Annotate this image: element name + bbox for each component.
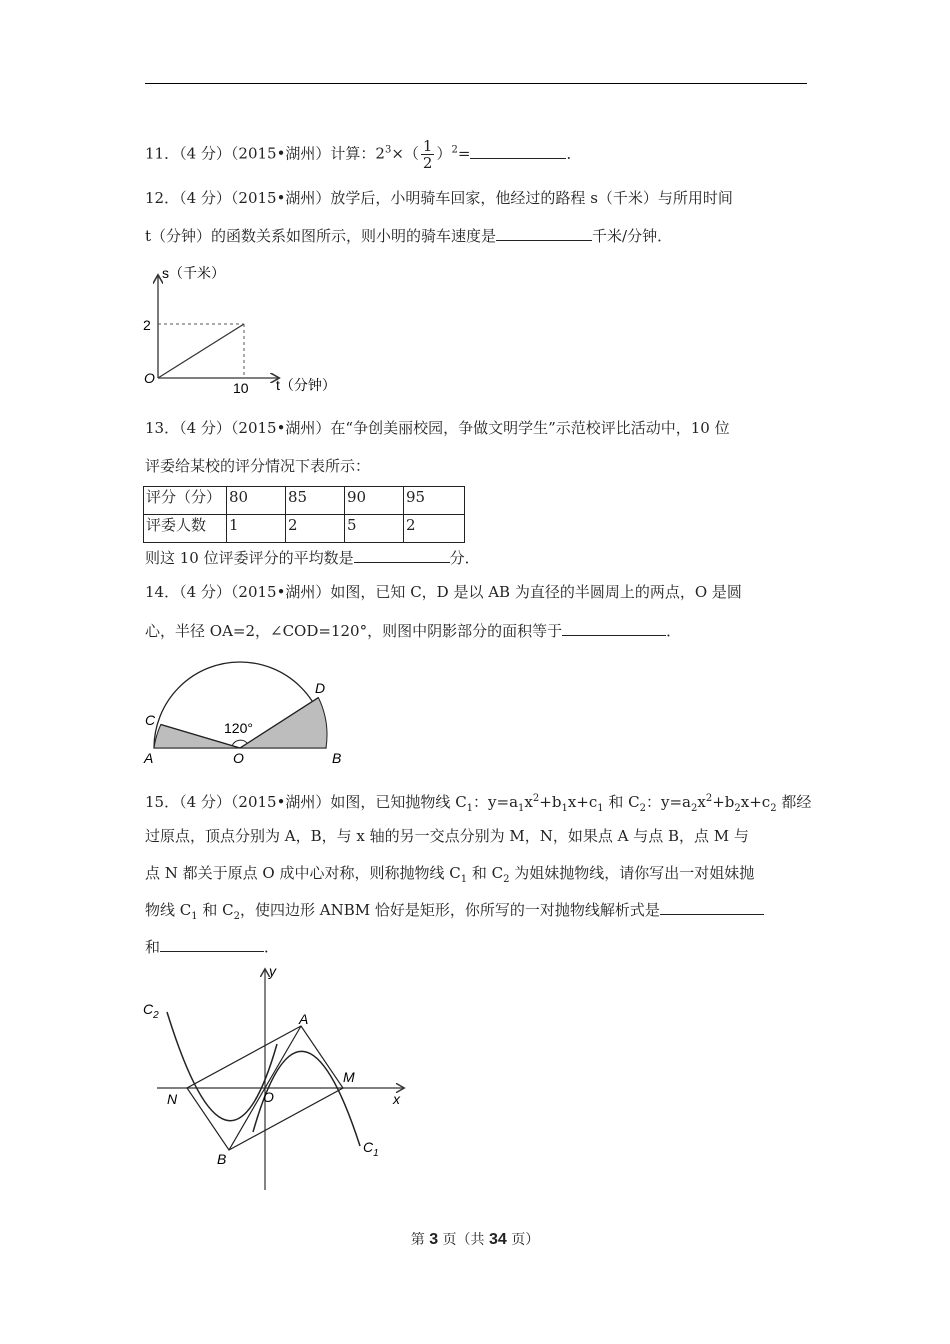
q15-sub: 2 xyxy=(770,803,777,814)
footer-mid: 页（共 xyxy=(438,1232,489,1248)
q15-sub: 1 xyxy=(466,803,474,814)
q12-answer-blank[interactable] xyxy=(496,226,592,241)
q15-t5: x+c xyxy=(567,793,598,811)
question-11 xyxy=(145,138,581,171)
q11-times: ×（ xyxy=(391,144,419,163)
q12-graph xyxy=(140,262,360,402)
q15-t18: 和 xyxy=(145,938,161,956)
q15-sub: 2 xyxy=(639,803,647,814)
q12-x-label: t（分钟） xyxy=(276,377,336,393)
q14-label-d: D xyxy=(315,680,326,696)
q15-sub: 1 xyxy=(561,803,568,814)
table-cell: 95 xyxy=(404,487,465,515)
q14-answer-blank[interactable] xyxy=(562,621,666,636)
question-12-line1: 12．（4 分）（2015•湖州）放学后，小明骑车回家，他经过的路程 s（千米）与所用时间 xyxy=(145,189,733,207)
question-15-line1 xyxy=(145,789,811,819)
q14-figure xyxy=(140,655,360,770)
question-14-line1: 14．（4 分）（2015•湖州）如图，已知 C，D 是以 AB 为直径的半圆周上的两点，O 是圆 xyxy=(145,583,742,601)
q14-text-a: 心，半径 OA=2，∠COD=120°，则图中阴影部分的面积等于 xyxy=(145,622,563,640)
q15-t13: 和 C xyxy=(467,864,504,882)
q12-y-label: s（千米） xyxy=(162,265,225,281)
q15-curve-c2 xyxy=(167,1012,277,1121)
q11-fraction xyxy=(421,138,435,171)
q15-t12: 点 N 都关于原点 O 成中心对称，则称抛物线 C xyxy=(145,864,461,882)
q12-x-tick: 10 xyxy=(233,380,249,396)
header-rule xyxy=(145,83,807,84)
q11-prefix: 11．（4 分）（2015•湖州）计算：2 xyxy=(145,144,385,163)
q15-t15: 物线 C xyxy=(145,901,192,919)
question-15-line4 xyxy=(145,900,764,927)
q15-label-c2: $C_2$ xyxy=(143,1001,159,1021)
q15-sup: 2 xyxy=(705,793,713,804)
q15-label-c1: $C_1$ xyxy=(363,1139,379,1159)
q11-close: ） xyxy=(436,144,452,163)
question-14-line2 xyxy=(145,621,681,641)
q14-label-a: A xyxy=(144,750,154,766)
q15-sub: 2 xyxy=(233,911,241,922)
page-number: 3 xyxy=(429,1231,439,1248)
score-table xyxy=(143,486,465,543)
q15-t1: 15．（4 分）（2015•湖州）如图，已知抛物线 C xyxy=(145,793,467,811)
q15-label-x: x xyxy=(393,1091,400,1107)
q15-sup: 2 xyxy=(532,793,540,804)
table-cell: 5 xyxy=(345,515,404,543)
q11-exp3: 3 xyxy=(384,144,392,156)
question-15-line3 xyxy=(145,863,754,890)
question-13-line3 xyxy=(145,548,480,568)
q15-sub: 2 xyxy=(734,803,741,814)
q15-sub: 2 xyxy=(691,803,698,814)
q15-label-n: N xyxy=(167,1091,178,1107)
q14-shade-right xyxy=(240,698,327,748)
q15-answer-blank-1[interactable] xyxy=(660,900,764,915)
table-cell: 80 xyxy=(227,487,286,515)
q15-label-a: A xyxy=(299,1011,309,1027)
q12-text-b: 千米/分钟． xyxy=(592,227,673,245)
q12-y-tick: 2 xyxy=(143,317,151,333)
q15-label-b: B xyxy=(217,1151,227,1167)
table-cell: 2 xyxy=(286,515,345,543)
q15-label-y: y xyxy=(269,963,276,979)
table-cell: 2 xyxy=(404,515,465,543)
q13-text-b: 分． xyxy=(449,549,480,567)
q15-t17: ，使四边形 ANBM 恰好是矩形，你所写的一对抛物线解析式是 xyxy=(240,901,660,919)
q15-t3: x xyxy=(524,793,533,811)
page-footer xyxy=(0,1229,950,1249)
table-cell: 评分（分） xyxy=(144,487,227,515)
q12-text-a: t（分钟）的函数关系如图所示，则小明的骑车速度是 xyxy=(145,227,497,245)
question-13-line1: 13．（4 分）（2015•湖州）在“争创美丽校园，争做文明学生”示范校评比活动中，10 位 xyxy=(145,419,730,437)
table-cell: 1 xyxy=(227,515,286,543)
q14-label-o: O xyxy=(233,750,244,766)
q14-label-b: B xyxy=(332,750,342,766)
q15-label-m: M xyxy=(343,1069,355,1085)
q14-text-b: ． xyxy=(666,622,682,640)
q15-t19: ． xyxy=(264,938,280,956)
table-cell: 评委人数 xyxy=(144,515,227,543)
q15-answer-blank-2[interactable] xyxy=(160,937,264,952)
q15-t4: +b xyxy=(539,793,562,811)
page-total: 34 xyxy=(489,1231,507,1248)
q15-sub: 2 xyxy=(503,874,510,885)
q11-eq: = xyxy=(457,144,471,163)
q15-t2: ：y=a xyxy=(473,793,519,811)
q15-figure xyxy=(135,962,420,1194)
table-row xyxy=(144,515,465,543)
q12-origin: O xyxy=(144,370,155,386)
q15-t6: 和 C xyxy=(603,793,640,811)
question-12-line2 xyxy=(145,226,672,246)
q11-end: ． xyxy=(566,144,582,163)
q15-sub: 1 xyxy=(597,803,604,814)
q11-exp2: 2 xyxy=(451,144,458,156)
q15-t8: x xyxy=(697,793,706,811)
q15-sub: 1 xyxy=(460,874,468,885)
question-15-line2: 过原点，顶点分别为 A，B，与 x 轴的另一交点分别为 M，N，如果点 A 与点 B，点 M 与 xyxy=(145,827,749,845)
q15-t10: x+c xyxy=(740,793,771,811)
q13-text-a: 则这 10 位评委评分的平均数是 xyxy=(145,549,354,567)
question-13-line2: 评委给某校的评分情况下表所示： xyxy=(145,457,371,475)
q15-t14: 为姐妹抛物线，请你写出一对姐妹抛 xyxy=(509,864,755,882)
table-row xyxy=(144,487,465,515)
footer-post: 页） xyxy=(506,1232,540,1248)
table-cell: 85 xyxy=(286,487,345,515)
q13-answer-blank[interactable] xyxy=(354,548,450,563)
q14-angle: 120° xyxy=(224,720,253,736)
q15-t9: +b xyxy=(712,793,735,811)
q15-sub: 1 xyxy=(518,803,525,814)
q12-line xyxy=(158,324,244,378)
q15-label-o: O xyxy=(263,1089,274,1105)
q15-sub: 1 xyxy=(191,911,198,922)
q15-t7: ：y=a xyxy=(646,793,692,811)
q15-t16: 和 C xyxy=(197,901,234,919)
footer-pre: 第 xyxy=(410,1232,430,1248)
q14-label-c: C xyxy=(145,712,156,728)
q11-num: 1 xyxy=(422,137,433,155)
q11-den: 2 xyxy=(422,154,433,172)
question-15-line5 xyxy=(145,937,279,957)
q15-t11: 都经 xyxy=(776,793,812,811)
table-cell: 90 xyxy=(345,487,404,515)
q11-answer-blank[interactable] xyxy=(470,144,566,159)
